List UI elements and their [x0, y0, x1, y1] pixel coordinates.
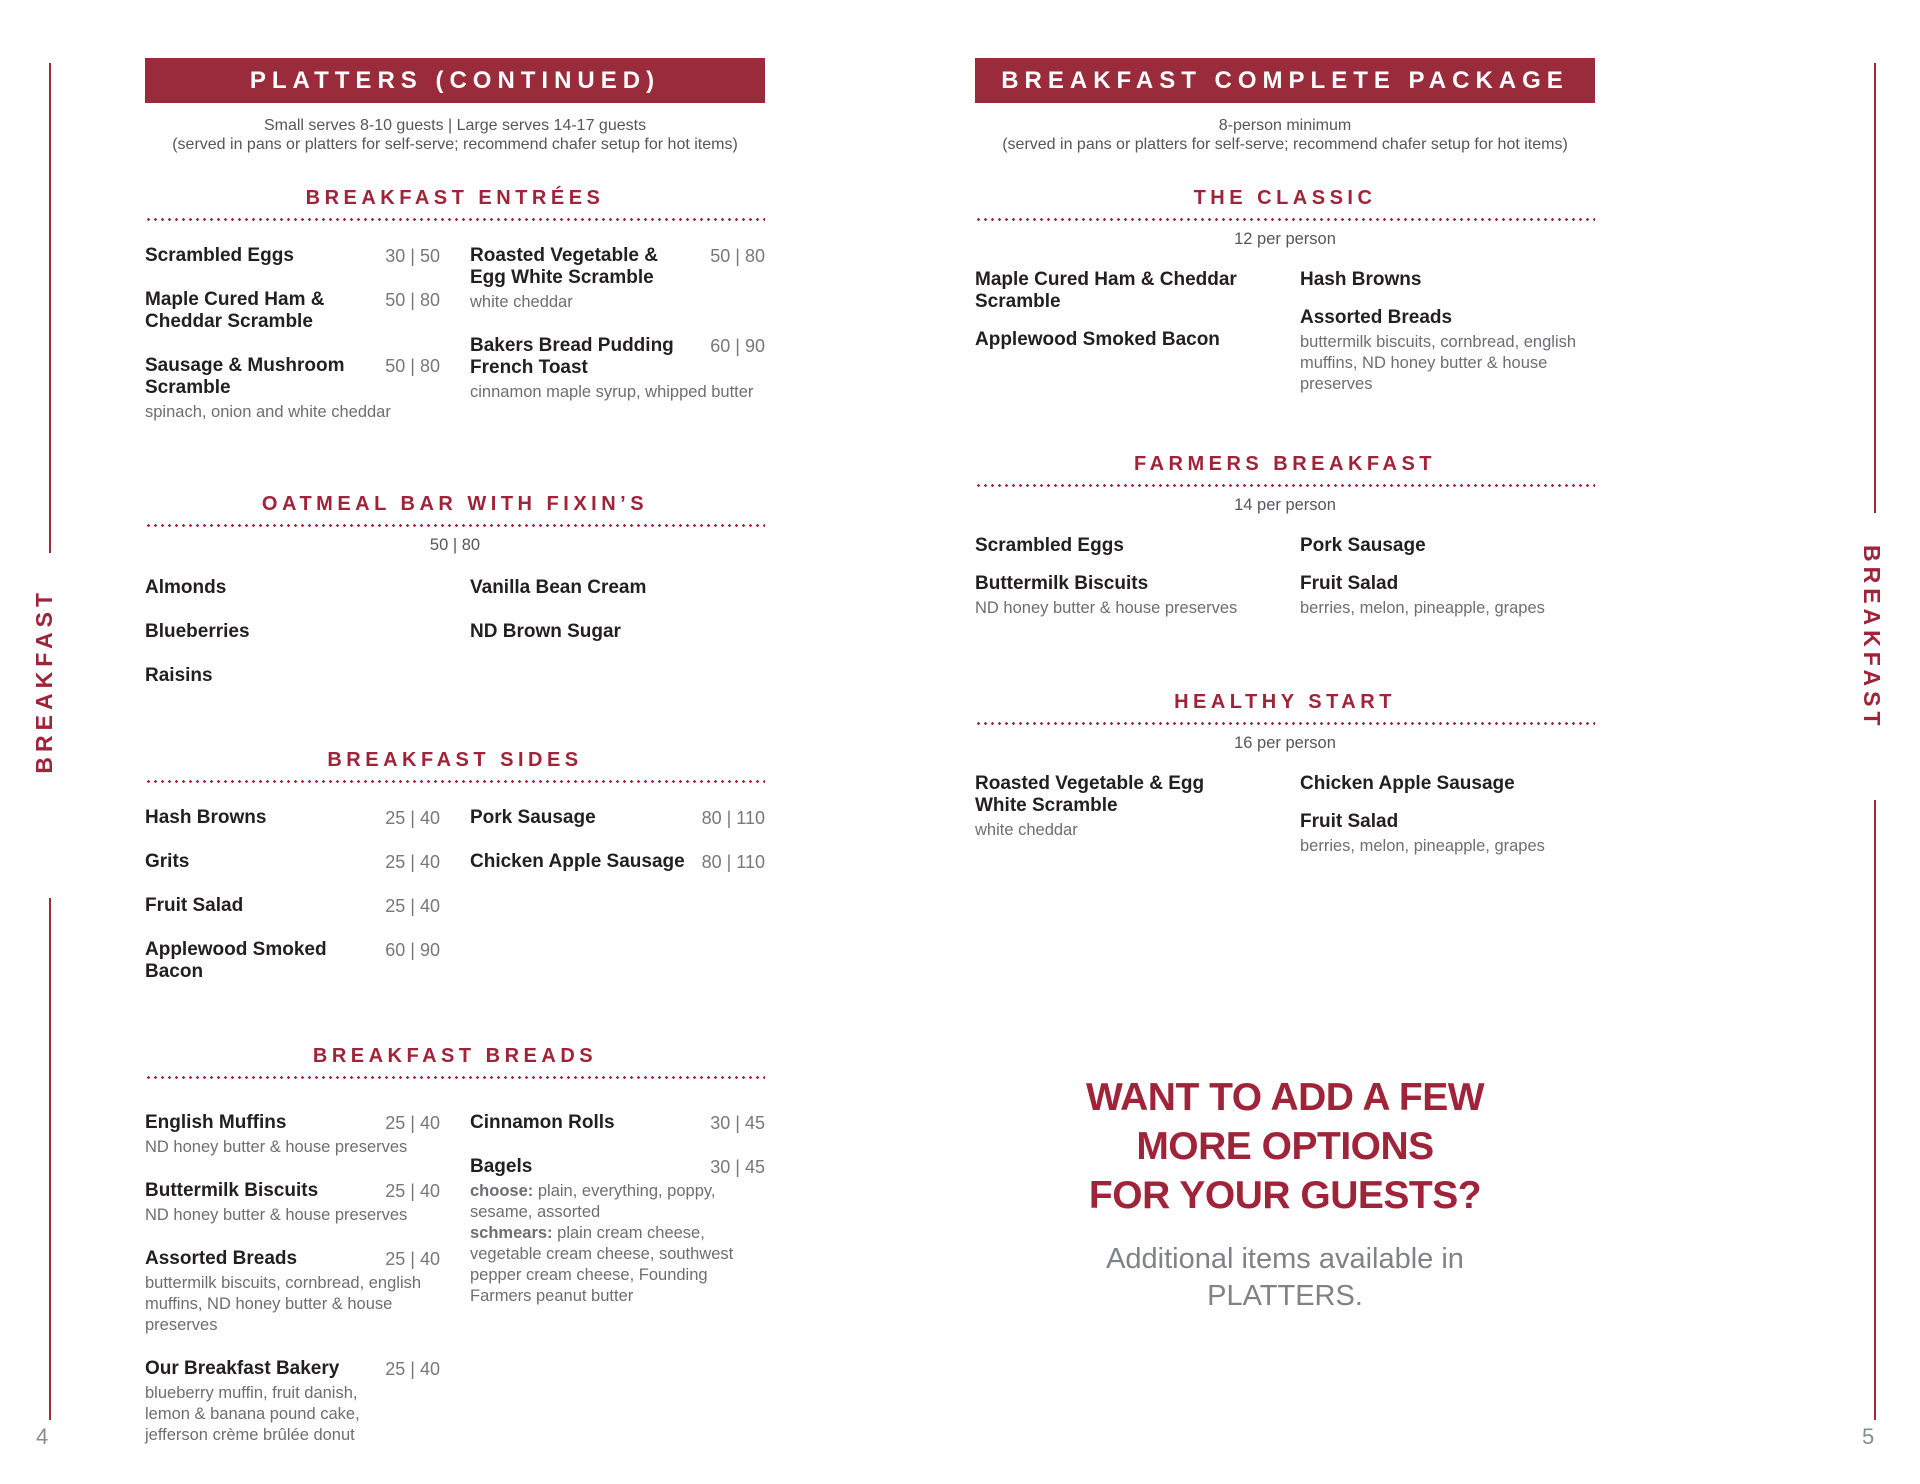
item-price: 60 | 90 [710, 336, 765, 356]
item-name: Roasted Vegetable & Egg White Scramble [470, 245, 658, 288]
promo-heading-line: WANT TO ADD A FEW [1085, 1076, 1485, 1119]
item-price: 25 | 40 [385, 808, 440, 828]
item-name: Buttermilk Biscuits [975, 573, 1149, 594]
menu-item [975, 773, 1270, 841]
section-column-left [975, 535, 1270, 635]
promo-subtext-line: PLATTERS. [1207, 1280, 1363, 1312]
per-person-price: 12 per person [1234, 230, 1336, 248]
section-title: THE CLASSIC [1193, 187, 1377, 209]
section-column-left [145, 807, 440, 1005]
bagel-choose-line [470, 1181, 765, 1223]
menu-item [470, 1112, 765, 1134]
item-price: 60 | 90 [385, 940, 440, 960]
section-title: FARMERS BREAKFAST [1133, 453, 1437, 475]
item-price: 25 | 40 [385, 1181, 440, 1201]
section-column-right [470, 245, 765, 445]
right-page-breakfast-complete-package [975, 58, 1595, 1315]
section-column-left [145, 577, 440, 709]
item-name: ND Brown Sugar [470, 621, 621, 642]
item-name: Raisins [145, 665, 213, 686]
item-name: Chicken Apple Sausage [470, 851, 685, 872]
choose-options: plain, everything, poppy, sesame, assorted [470, 1182, 716, 1221]
item-name: Chicken Apple Sausage [1300, 773, 1515, 794]
menu-item [1300, 535, 1595, 557]
section-title: BREAKFAST BREADS [312, 1045, 598, 1067]
item-price: 30 | 45 [710, 1113, 765, 1133]
menu-item [470, 245, 765, 313]
dotted-divider [975, 722, 1595, 725]
dotted-divider [145, 218, 765, 221]
menu-item [975, 535, 1270, 557]
menu-item [145, 895, 440, 917]
menu-item [1300, 269, 1595, 291]
item-name: Hash Browns [1300, 269, 1422, 290]
item-price: 25 | 40 [385, 852, 440, 872]
item-description: ND honey butter & house preserves [145, 1206, 408, 1224]
section-column-left [145, 1112, 440, 1468]
menu-item [1300, 307, 1595, 395]
section-price: 50 | 80 [429, 536, 481, 554]
page-subtitle [145, 116, 765, 154]
item-description: spinach, onion and white cheddar [145, 403, 391, 421]
menu-item [145, 1112, 440, 1158]
item-name: Grits [145, 851, 190, 872]
item-name: Buttermilk Biscuits [145, 1180, 319, 1201]
item-description: white cheddar [975, 821, 1078, 839]
item-name: Applewood Smoked Bacon [145, 939, 327, 982]
right-rail-line-bottom [1874, 800, 1876, 1420]
menu-item [145, 245, 440, 267]
menu-item [1300, 773, 1595, 795]
menu-item [145, 851, 440, 873]
page-banner: BREAKFAST COMPLETE PACKAGE [975, 58, 1595, 103]
item-name: Sausage & Mushroom Scramble [145, 355, 345, 398]
item-description: ND honey butter & house preserves [145, 1138, 408, 1156]
per-person-price: 16 per person [1234, 734, 1336, 752]
item-price: 25 | 40 [385, 1249, 440, 1269]
section-healthy-start [975, 691, 1595, 873]
menu-item [145, 577, 440, 599]
per-person-price: 14 per person [1234, 496, 1336, 514]
page-banner: PLATTERS (CONTINUED) [145, 58, 765, 103]
promo-heading-line: FOR YOUR GUESTS? [1088, 1174, 1482, 1217]
section-column-right [1300, 269, 1595, 411]
item-description: berries, melon, pineapple, grapes [1300, 599, 1545, 617]
section-farmers-breakfast [975, 453, 1595, 635]
menu-item [145, 289, 440, 333]
item-price: 30 | 50 [385, 246, 440, 266]
left-rail-breakfast-label: BREAKFAST [31, 588, 57, 774]
menu-item [975, 573, 1270, 619]
menu-item [1300, 811, 1595, 857]
item-description: cinnamon maple syrup, whipped butter [470, 383, 754, 401]
item-price: 50 | 80 [710, 246, 765, 266]
menu-item [1300, 573, 1595, 619]
section-title: HEALTHY START [1174, 691, 1396, 713]
menu-item [145, 355, 440, 423]
choose-label: choose: [470, 1182, 534, 1200]
section-column-right [1300, 773, 1595, 873]
item-name: Maple Cured Ham & Cheddar Scramble [975, 269, 1237, 312]
section-column-right [470, 577, 765, 709]
item-name: Bakers Bread Pudding French Toast [470, 335, 674, 378]
section-column-left [975, 773, 1270, 873]
item-description: white cheddar [470, 293, 573, 311]
item-name: Blueberries [145, 621, 250, 642]
right-rail-breakfast-label: BREAKFAST [1859, 545, 1885, 731]
item-name: Fruit Salad [1300, 811, 1399, 832]
item-name: Applewood Smoked Bacon [975, 329, 1220, 350]
item-description: blueberry muffin, fruit danish, lemon & banana pound cake, jefferson crème brûlée donut [145, 1384, 360, 1444]
menu-item [145, 807, 440, 829]
item-name: Cinnamon Rolls [470, 1112, 615, 1133]
section-breakfast-entrees [145, 187, 765, 445]
item-name: Assorted Breads [1300, 307, 1453, 328]
menu-item [470, 621, 765, 643]
left-page-platters-continued [145, 58, 765, 1468]
item-price: 25 | 40 [385, 896, 440, 916]
item-name: Bagels [470, 1156, 533, 1177]
bagel-schmears-line [470, 1223, 765, 1307]
item-name: Vanilla Bean Cream [470, 577, 647, 598]
item-name: Roasted Vegetable & Egg White Scramble [975, 773, 1205, 816]
item-name: Pork Sausage [470, 807, 596, 828]
item-name: Scrambled Eggs [975, 535, 1124, 556]
page-number-left: 4 [36, 1424, 49, 1449]
left-rail-line-bottom [49, 898, 51, 1420]
item-price: 25 | 40 [385, 1359, 440, 1379]
dotted-divider [145, 1076, 765, 1079]
item-price: 30 | 45 [710, 1157, 765, 1177]
section-breakfast-sides [145, 749, 765, 1005]
section-title: BREAKFAST ENTRÉES [305, 187, 605, 209]
subtitle-line: (served in pans or platters for self-serve; recommend chafer setup for hot items) [172, 136, 738, 153]
section-title: BREAKFAST SIDES [327, 749, 583, 771]
section-title: OATMEAL BAR WITH FIXIN’S [261, 493, 649, 515]
item-name: Hash Browns [145, 807, 267, 828]
menu-item [145, 621, 440, 643]
section-column-right [470, 807, 765, 1005]
menu-item [145, 1358, 440, 1446]
dotted-divider [975, 218, 1595, 221]
item-price: 50 | 80 [385, 290, 440, 310]
item-description: ND honey butter & house preserves [975, 599, 1238, 617]
schmears-label: schmears: [470, 1224, 553, 1242]
item-name: Fruit Salad [1300, 573, 1399, 594]
menu-item [145, 1180, 440, 1226]
dotted-divider [975, 484, 1595, 487]
subtitle-line: 8-person minimum [1218, 117, 1352, 134]
item-name: Scrambled Eggs [145, 245, 294, 266]
item-name: English Muffins [145, 1112, 287, 1133]
item-description: berries, melon, pineapple, grapes [1300, 837, 1545, 855]
menu-item [145, 1248, 440, 1336]
item-name: Assorted Breads [145, 1248, 298, 1269]
schmears-options: plain cream cheese, vegetable cream cheese, southwest pepper cream cheese, Founding Farmers peanut butter [470, 1224, 734, 1305]
item-description [470, 1181, 765, 1307]
section-the-classic [975, 187, 1595, 411]
promo-subtext-line: Additional items available in [1106, 1243, 1464, 1275]
item-price: 50 | 80 [385, 356, 440, 376]
menu-item [470, 335, 765, 403]
section-column-left [145, 245, 440, 445]
section-oatmeal-bar [145, 493, 765, 709]
menu-item [145, 665, 440, 687]
item-name: Our Breakfast Bakery [145, 1358, 340, 1379]
item-price: 25 | 40 [385, 1113, 440, 1133]
right-rail-line-top [1874, 63, 1876, 513]
menu-item [470, 807, 765, 829]
menu-item [470, 851, 765, 873]
item-price: 80 | 110 [701, 852, 765, 872]
item-name: Maple Cured Ham & Cheddar Scramble [145, 289, 325, 332]
promo-subtext [975, 1241, 1595, 1315]
section-column-right [470, 1112, 765, 1468]
menu-item [145, 939, 440, 983]
menu-item [470, 1156, 765, 1307]
item-price: 80 | 110 [701, 808, 765, 828]
dotted-divider [145, 780, 765, 783]
promo-heading [975, 1073, 1595, 1220]
item-name: Fruit Salad [145, 895, 244, 916]
section-breakfast-breads [145, 1045, 765, 1468]
promo-heading-line: MORE OPTIONS [1136, 1125, 1434, 1168]
promo-block [975, 1073, 1595, 1315]
item-name: Almonds [145, 577, 227, 598]
subtitle-line: Small serves 8-10 guests | Large serves 14-17 guests [263, 117, 647, 134]
item-name: Pork Sausage [1300, 535, 1426, 556]
menu-item [470, 577, 765, 599]
subtitle-line: (served in pans or platters for self-serve; recommend chafer setup for hot items) [1002, 136, 1568, 153]
item-description: buttermilk biscuits, cornbread, english muffins, ND honey butter & house preserves [145, 1274, 422, 1334]
section-column-right [1300, 535, 1595, 635]
page-number-right: 5 [1862, 1424, 1875, 1449]
section-column-left [975, 269, 1270, 411]
menu-item [975, 269, 1270, 313]
item-description: buttermilk biscuits, cornbread, english muffins, ND honey butter & house preserves [1300, 333, 1577, 393]
menu-item [975, 329, 1270, 351]
page-subtitle [975, 116, 1595, 154]
left-rail-line-top [49, 63, 51, 553]
dotted-divider [145, 524, 765, 527]
